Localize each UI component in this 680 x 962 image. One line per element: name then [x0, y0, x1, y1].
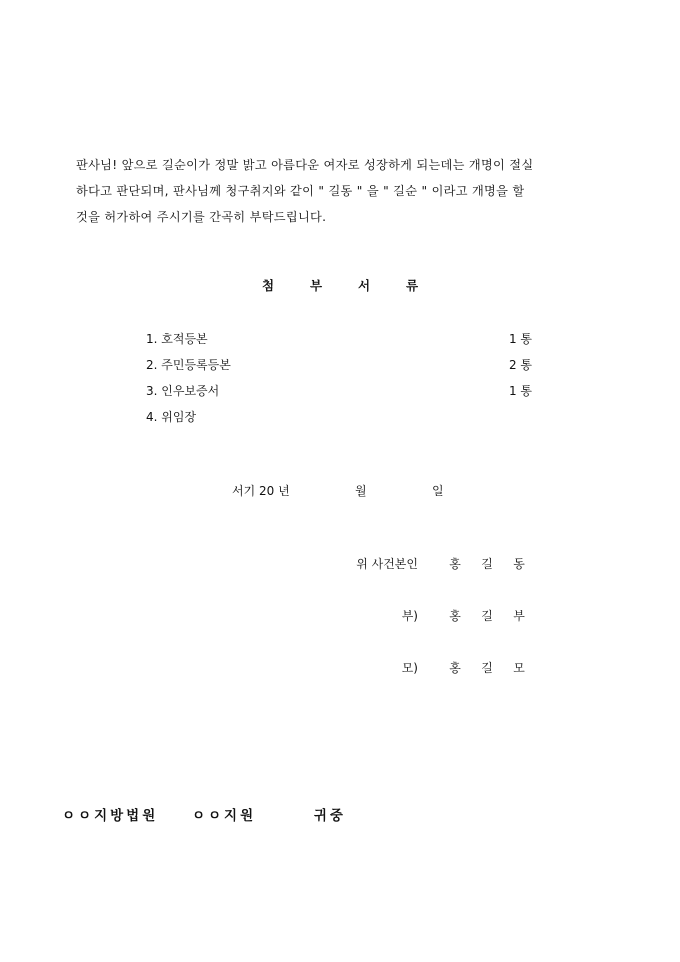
signature-name — [448, 659, 544, 676]
body-line: 것을 허가하여 주시기를 간곡히 부탁드립니다. — [76, 210, 327, 224]
attachment-item — [146, 356, 532, 382]
signature-block — [340, 555, 540, 711]
signature-role: 부) — [401, 609, 418, 623]
attachments-list — [146, 330, 532, 434]
signature-name-char: 홍 — [449, 661, 461, 675]
signature-row — [340, 607, 540, 659]
signature-name-char: 동 — [513, 557, 525, 571]
court-name: ㅇㅇ지방법원 — [62, 808, 159, 824]
attachments-title-char: 부 — [309, 278, 323, 293]
signature-name — [448, 555, 544, 572]
attachment-name: 2. 주민등록등본 — [146, 358, 231, 372]
attachment-count: 1 통 — [508, 332, 532, 346]
signature-role: 위 사건본인 — [356, 557, 418, 571]
signature-name-char: 모 — [513, 661, 525, 675]
signature-name-char: 길 — [481, 557, 493, 571]
attachment-name: 3. 인우보증서 — [146, 384, 220, 398]
attachment-name: 1. 호적등본 — [146, 332, 208, 346]
signature-role: 모) — [401, 661, 418, 675]
branch-name: ㅇㅇ지원 — [191, 808, 257, 824]
attachments-title-char: 첨 — [261, 278, 275, 293]
attachment-count: 2 통 — [508, 358, 532, 372]
signature-name-char: 홍 — [449, 609, 461, 623]
attachment-item — [146, 408, 532, 434]
petition-body-text — [76, 152, 604, 230]
attachments-title — [0, 276, 680, 294]
signature-row — [340, 555, 540, 607]
signature-row — [340, 659, 540, 711]
attachment-name: 4. 위임장 — [146, 410, 197, 424]
signature-name — [448, 607, 544, 624]
date-day: 일 — [432, 484, 444, 498]
date-month: 월 — [355, 484, 367, 498]
body-line: 판사님! 앞으로 길순이가 정말 밝고 아름다운 여자로 성장하게 되는데는 개명이 절실 — [76, 158, 534, 172]
attachments-title-char: 류 — [405, 278, 419, 293]
attachments-title-char: 서 — [357, 278, 371, 293]
signature-name-char: 길 — [481, 609, 493, 623]
attachment-item — [146, 330, 532, 356]
addressee-label: 귀중 — [313, 808, 346, 824]
signature-name-char: 부 — [513, 609, 525, 623]
court-addressee — [62, 804, 346, 824]
body-line: 하다고 판단되며, 판사님께 청구취지와 같이 " 길동 " 을 " 길순 " 이라고 개명을 할 — [76, 184, 525, 198]
attachment-count: 1 통 — [508, 384, 532, 398]
signature-name-char: 길 — [481, 661, 493, 675]
date-year: 서기 20 년 — [232, 484, 290, 498]
attachment-item — [146, 382, 532, 408]
signature-name-char: 홍 — [449, 557, 461, 571]
